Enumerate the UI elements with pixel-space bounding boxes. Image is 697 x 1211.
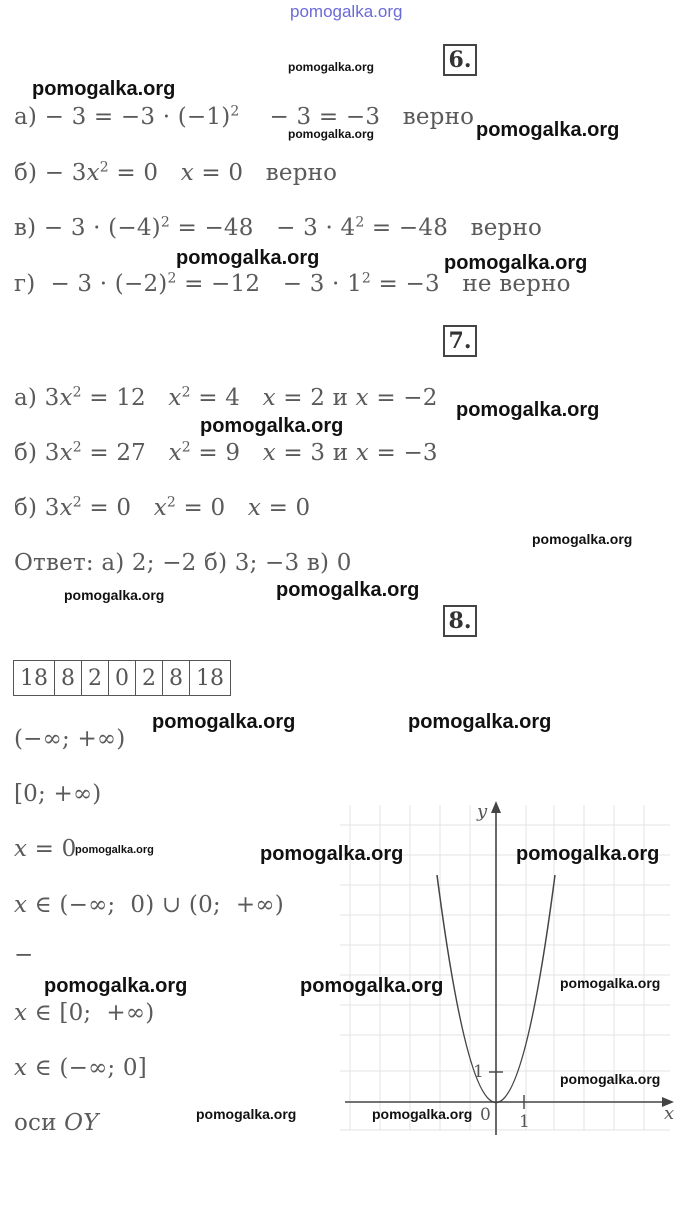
x-axis-label: x	[664, 1103, 675, 1124]
table-cell: 18	[190, 661, 231, 696]
x-tick-label: 1	[519, 1112, 530, 1132]
watermark: pomogalka.org	[176, 247, 320, 269]
ex8-line-axis: оси OY	[14, 1110, 99, 1136]
watermark: pomogalka.org	[196, 1106, 297, 1122]
ex7-answer: Ответ: а) 2; −2 б) 3; −3 в) 0	[14, 550, 352, 576]
y-axis-arrow	[491, 801, 501, 813]
table-cell: 2	[82, 661, 109, 696]
y-axis-label: y	[477, 801, 488, 822]
watermark: pomogalka.org	[476, 119, 620, 141]
watermark: pomogalka.org	[200, 415, 344, 437]
ex8-line-positive: x ∈ (−∞; 0) ∪ (0; +∞)	[14, 892, 284, 918]
watermark: pomogalka.org	[276, 579, 420, 601]
values-row	[14, 661, 231, 696]
watermark: pomogalka.org	[456, 399, 600, 421]
watermark: pomogalka.org	[300, 975, 444, 997]
values-table	[13, 660, 231, 696]
watermark: pomogalka.org	[560, 975, 661, 991]
ex7-item-v: б) $3x^2 = 0$ $x^2 = 0$ x = 0	[14, 494, 311, 521]
watermark: pomogalka.org	[288, 60, 375, 74]
ex6-item-g: $г) - 3 \cdot (-2)^2 = -12 - 3 \cdot 1^2 = -3$ не верно	[14, 270, 571, 297]
exercise-7-number: 7.	[443, 325, 477, 357]
watermark: pomogalka.org	[32, 78, 176, 100]
watermark: pomogalka.org	[372, 1106, 473, 1122]
watermark: pomogalka.org	[288, 127, 375, 141]
watermark: pomogalka.org	[560, 1071, 661, 1087]
table-cell: 0	[109, 661, 136, 696]
watermark: pomogalka.org	[64, 587, 165, 603]
watermark: pomogalka.org	[44, 975, 188, 997]
watermark: pomogalka.org	[516, 843, 660, 865]
top-watermark: pomogalka.org	[290, 2, 403, 21]
ex7-item-b: б) $3x^2 = 27$ $x^2 = 9$ x = 3 и x = −3	[14, 439, 438, 466]
ex7-item-a: а) $3x^2 = 12$ $x^2 = 4$ x = 2 и x = −2	[14, 384, 438, 411]
table-cell: 8	[163, 661, 190, 696]
table-cell: 8	[55, 661, 82, 696]
watermark: pomogalka.org	[152, 711, 296, 733]
watermark: pomogalka.org	[260, 843, 404, 865]
exercise-8-number: 8.	[443, 605, 477, 637]
ex8-line-domain: (−∞; +∞)	[14, 726, 126, 752]
table-cell: 18	[14, 661, 55, 696]
origin-label: 0	[480, 1105, 491, 1125]
table-cell: 2	[136, 661, 163, 696]
ex8-line-decreasing: x ∈ (−∞; 0]	[14, 1055, 147, 1081]
watermark: pomogalka.org	[75, 844, 154, 856]
ex8-line-dash: −	[14, 942, 34, 968]
exercise-6-number: 6.	[443, 44, 477, 76]
ex6-item-v: $в) - 3 \cdot (-4)^2 = -48 - 3 \cdot 4^2 = -48$ верно	[14, 214, 543, 241]
ex6-item-a: $а) - 3 = -3 \cdot (-1)^2$ − 3 = −3 верно	[14, 103, 475, 130]
ex8-line-increasing: x ∈ [0; +∞)	[14, 1000, 155, 1026]
ex8-line-range: [0; +∞)	[14, 781, 102, 807]
y-tick-label: 1	[473, 1062, 484, 1082]
watermark: pomogalka.org	[444, 252, 588, 274]
watermark: pomogalka.org	[408, 711, 552, 733]
watermark: pomogalka.org	[532, 531, 633, 547]
ex8-line-zero: x = 0	[14, 836, 77, 862]
ex6-item-b: $б) - 3x^2 = 0$ x = 0 верно	[14, 159, 338, 186]
